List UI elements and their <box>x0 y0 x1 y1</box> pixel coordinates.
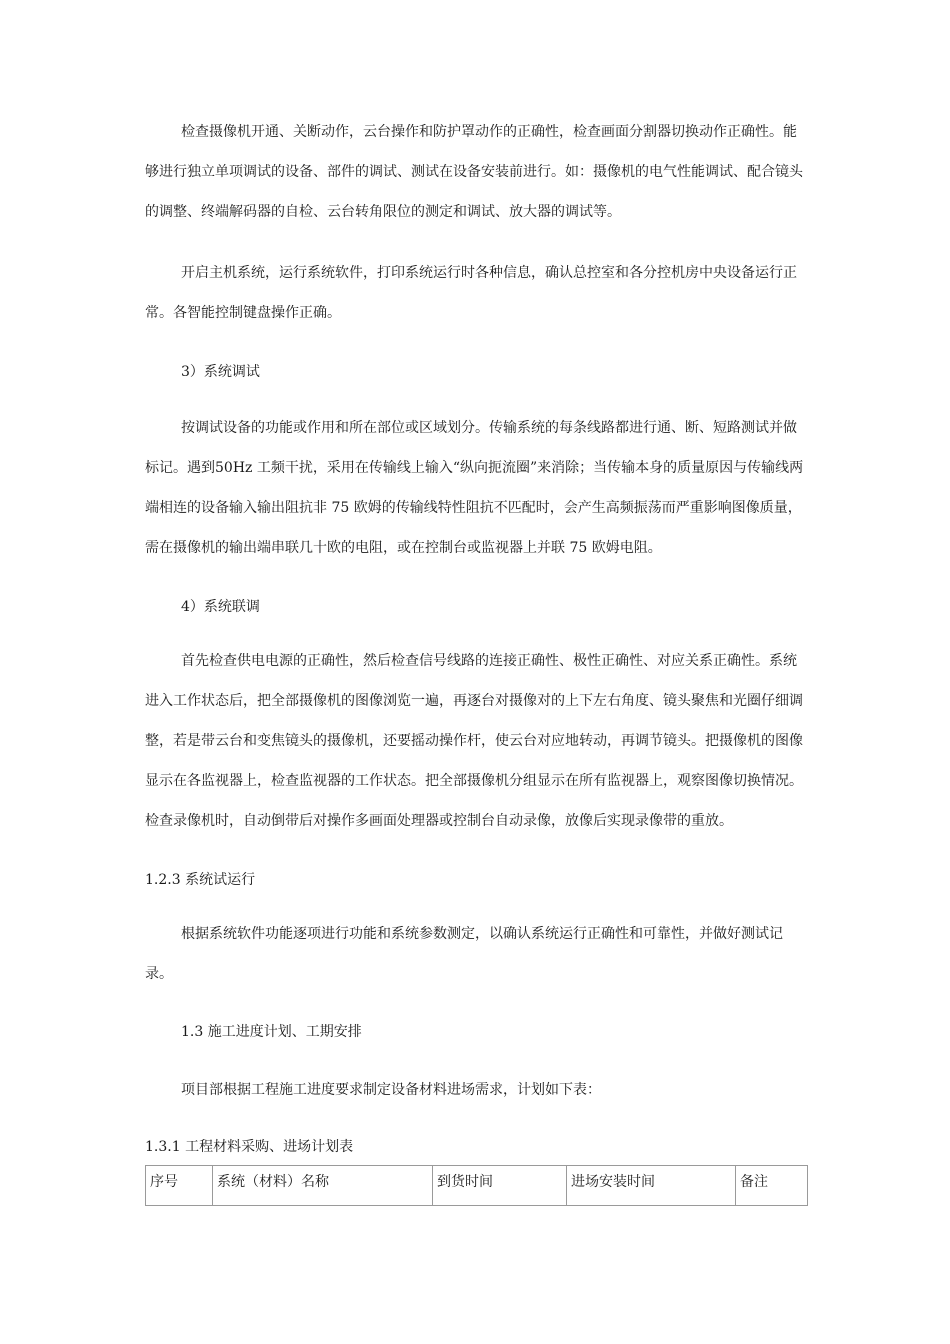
heading-joint-debug: 4）系统联调 <box>181 599 260 615</box>
column-header-index: 序号 <box>146 1166 213 1206</box>
heading-schedule: 1.3 施工进度计划、工期安排 <box>181 1024 362 1040</box>
column-header-notes: 备注 <box>736 1166 808 1206</box>
paragraph-host-system: 开启主机系统，运行系统软件，打印系统运行时各种信息，确认总控室和各分控机房中央设备运行正常。各智能控制键盘操作正确。 <box>145 265 797 321</box>
paragraph-trial-run: 根据系统软件功能逐项进行功能和系统参数测定，以确认系统运行正确性和可靠性，并做好测试记录。 <box>145 926 783 982</box>
material-plan-table <box>145 1165 808 1206</box>
paragraph-joint-debug: 首先检查供电电源的正确性，然后检查信号线路的连接正确性、极性正确性、对应关系正确性。系统进入工作状态后，把全部摄像机的图像浏览一遍，再逐台对摄像对的上下左右角度、镜头聚焦和光圈仔细调整，若是带云台和变焦镜头的摄像机，还要摇动操作杆，使云台对应地转动，再调节镜头。把摄像机的图像显示在各监视器上，检查监视器的工作状态。把全部摄像机分组显示在所有监视器上，观察图像切换情况。检查录像机时，自动倒带后对操作多画面处理器或控制台自动录像，放像后实现录像带的重放。 <box>145 653 803 829</box>
heading-material-table: 1.3.1 工程材料采购、进场计划表 <box>145 1139 354 1155</box>
paragraph-schedule: 项目部根据工程施工进度要求制定设备材料进场需求，计划如下表： <box>181 1082 601 1098</box>
column-header-name: 系统（材料）名称 <box>213 1166 433 1206</box>
column-header-install: 进场安装时间 <box>567 1166 736 1206</box>
paragraph-system-debug: 按调试设备的功能或作用和所在部位或区域划分。传输系统的每条线路都进行通、断、短路测试并做标记。遇到50Hz 工频干扰，采用在传输线上输入“纵向扼流圈”来消除；当传输本身的质量原因与传输线两端相连的设备输入输出阻抗非 75 欧姆的传输线特性阻抗不匹配时，会产生高频振荡而严重影响图像质量，需在摄像机的输出端串联几十欧的电阻，或在控制台或监视器上并联 75 欧姆电阻。 <box>145 420 804 556</box>
heading-system-debug: 3）系统调试 <box>181 364 260 380</box>
column-header-arrival: 到货时间 <box>433 1166 567 1206</box>
paragraph-camera-check: 检查摄像机开通、关断动作，云台操作和防护罩动作的正确性，检查画面分割器切换动作正确性。能够进行独立单项调试的设备、部件的调试、测试在设备安装前进行。如：摄像机的电气性能调试、配合镜头的调整、终端解码器的自检、云台转角限位的测定和调试、放大器的调试等。 <box>145 124 803 220</box>
heading-trial-run: 1.2.3 系统试运行 <box>145 872 256 888</box>
table-header-row <box>146 1166 808 1206</box>
